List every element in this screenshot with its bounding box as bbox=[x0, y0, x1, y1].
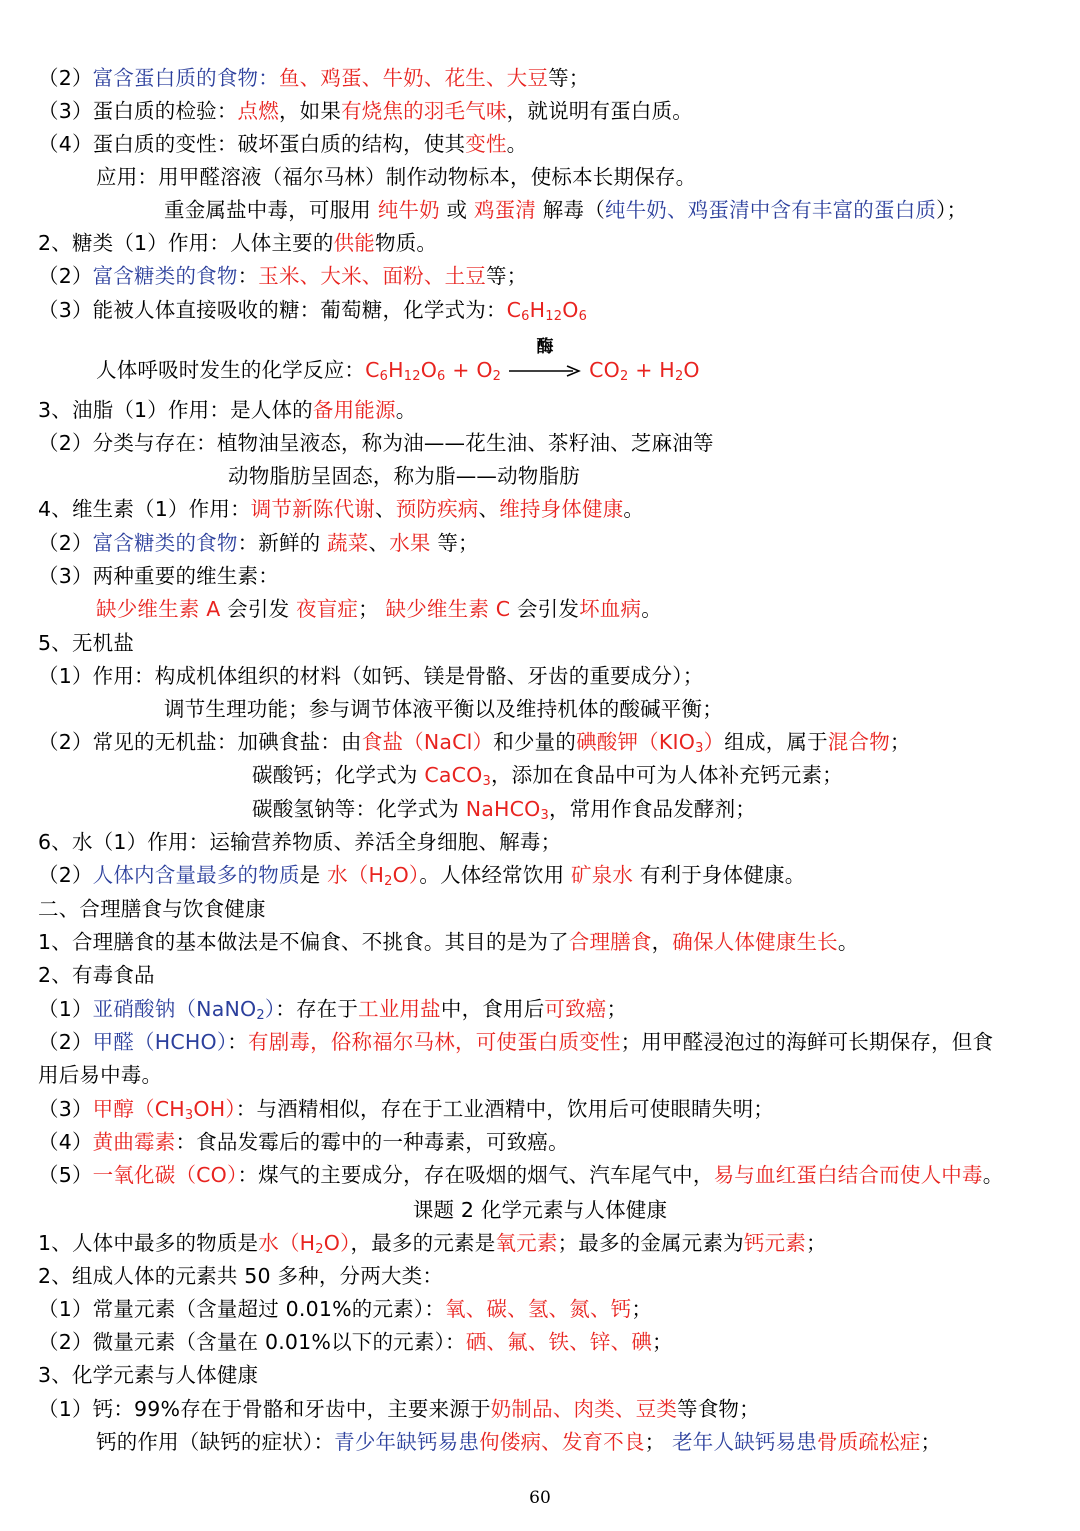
text-run: 一氧化碳（CO） bbox=[92, 1163, 238, 1187]
text-run: ；最多的金属元素为 bbox=[557, 1231, 744, 1255]
text-run: 。 bbox=[395, 398, 417, 422]
text-run: （2） bbox=[38, 863, 93, 887]
text-run: 纯牛奶 bbox=[377, 198, 440, 222]
text-run: 重金属盐中毒，可服用 bbox=[164, 198, 378, 222]
text-run: 矿泉水 bbox=[571, 863, 634, 887]
text-run: （3）两种重要的维生素： bbox=[38, 564, 279, 588]
text-run: 确保人体健康生长 bbox=[672, 930, 838, 954]
text-run: ，添加在食品中可为人体补充钙元素； bbox=[490, 763, 843, 787]
text-run: 2、糖类（1）作用：人体主要的 bbox=[38, 231, 334, 255]
text-run: （2） bbox=[38, 1030, 93, 1054]
text-run: ）； bbox=[936, 198, 968, 222]
text-run: （1）作用：构成机体组织的材料（如钙、镁是骨骼、牙齿的重要成分）； bbox=[38, 664, 704, 688]
text-line bbox=[38, 1026, 1066, 1059]
text-run: O bbox=[562, 298, 579, 322]
text-run: 奶制品、肉类、豆类 bbox=[490, 1397, 678, 1421]
text-run: 中，食用后 bbox=[440, 997, 545, 1021]
text-run: （3）蛋白质的检验： bbox=[38, 99, 238, 123]
text-run: 1、人体中最多的物质是 bbox=[38, 1231, 259, 1255]
text-run: 1、合理膳食的基本做法是不偏食、不挑食。其目的是为了 bbox=[38, 930, 569, 954]
text-run: 硒、氟、铁、锌、碘 bbox=[465, 1330, 653, 1354]
subscript: 2 bbox=[256, 1008, 265, 1023]
text-run: 水（H bbox=[258, 1231, 316, 1255]
text-run: 可致癌 bbox=[544, 997, 607, 1021]
text-run: ；用甲醛浸泡过的海鲜可长期保存，但食 bbox=[620, 1030, 994, 1054]
text-run: CO bbox=[589, 358, 621, 382]
section-title: 课题 2 化学元素与人体健康 bbox=[412, 1198, 668, 1222]
text-run: 青少年缺钙易患 bbox=[334, 1430, 480, 1454]
text-run: 氧元素 bbox=[495, 1231, 558, 1255]
text-run: 动物脂肪呈固态，称为脂——动物脂肪 bbox=[228, 464, 580, 488]
text-run: （2）微量元素（含量在 0.01%以下的元素）： bbox=[38, 1330, 466, 1354]
text-run: 应用：用甲醛溶液（福尔马林）制作动物标本，使标本长期保存。 bbox=[96, 165, 697, 189]
text-run: 亚硝酸钠（NaNO bbox=[92, 997, 257, 1021]
text-run: O） bbox=[392, 863, 420, 887]
text-run: 富含蛋白质的食物： bbox=[92, 66, 279, 90]
text-run: ，最多的元素是 bbox=[350, 1231, 496, 1255]
text-run: （2）常见的无机盐：加碘食盐：由 bbox=[38, 730, 362, 754]
text-run: 富含糖类的食物 bbox=[92, 264, 238, 288]
text-line bbox=[96, 593, 1066, 626]
text-run: 会引发 bbox=[510, 597, 580, 621]
text-run: 碳酸钙；化学式为 bbox=[252, 763, 425, 787]
text-run: 物质。 bbox=[375, 231, 438, 255]
text-run: ； bbox=[805, 1231, 827, 1255]
text-run: 有利于身体健康。 bbox=[633, 863, 806, 887]
text-run: ； bbox=[889, 730, 911, 754]
subscript: 3 bbox=[184, 1108, 194, 1123]
text-run: ， bbox=[651, 930, 673, 954]
text-line bbox=[38, 1393, 1066, 1426]
text-run: 玉米、大米、面粉、土豆 bbox=[258, 264, 486, 288]
text-run: 佝偻病、发育不良 bbox=[479, 1430, 645, 1454]
text-run: 3、化学元素与人体健康 bbox=[38, 1363, 259, 1387]
text-run: 。 bbox=[641, 597, 662, 621]
text-run: 、 bbox=[478, 497, 500, 521]
text-line bbox=[38, 95, 1066, 128]
text-run: 调节生理功能；参与调节体液平衡以及维持机体的酸碱平衡； bbox=[164, 697, 723, 721]
text-run: 5、无机盐 bbox=[38, 631, 135, 655]
text-run: ） bbox=[264, 997, 276, 1021]
text-run: 调节新陈代谢 bbox=[250, 497, 375, 521]
text-run: OH） bbox=[193, 1097, 236, 1121]
text-run: ：存在于 bbox=[275, 997, 359, 1021]
text-run: （4） bbox=[38, 1130, 93, 1154]
text-run: 解毒（ bbox=[536, 198, 605, 222]
text-line bbox=[38, 1326, 1066, 1359]
text-run: 3、油脂（1）作用：是人体的 bbox=[38, 398, 313, 422]
text-run: 坏血病 bbox=[579, 597, 642, 621]
text-line bbox=[38, 1227, 1066, 1260]
text-run: 等食物； bbox=[677, 1397, 760, 1421]
text-run: ：煤气的主要成分，存在吸烟的烟气、汽车尾气中， bbox=[237, 1163, 714, 1187]
text-run: 碳酸氢钠等：化学式为 bbox=[252, 797, 466, 821]
text-run: 钙的作用（缺钙的症状）： bbox=[96, 1430, 335, 1454]
respiration-equation bbox=[96, 337, 1066, 388]
text-line bbox=[38, 560, 1066, 593]
text-line bbox=[96, 1426, 1066, 1459]
text-run: （1） bbox=[38, 997, 93, 1021]
subscript: 2 bbox=[620, 369, 629, 384]
text-run: 。 bbox=[506, 132, 528, 156]
text-run: + H bbox=[628, 358, 675, 382]
text-line bbox=[38, 1293, 1066, 1326]
text-run: C bbox=[365, 358, 380, 382]
text-run: 夜盲症 bbox=[296, 597, 359, 621]
text-run: 、 bbox=[375, 497, 396, 521]
text-line bbox=[38, 260, 1066, 293]
text-line bbox=[38, 1159, 1066, 1192]
subscript: 6 bbox=[437, 369, 446, 384]
text-run: 。 bbox=[623, 497, 645, 521]
text-run: 合理膳食 bbox=[568, 930, 652, 954]
text-run: ：与酒精相似，存在于工业酒精中，饮用后可使眼睛失明； bbox=[235, 1097, 774, 1121]
text-run: CaCO bbox=[424, 763, 483, 787]
text-run: 维持身体健康 bbox=[499, 497, 624, 521]
text-line bbox=[164, 194, 1066, 227]
text-run: 水（H bbox=[327, 863, 385, 887]
text-line bbox=[38, 128, 1066, 161]
text-line bbox=[38, 227, 1066, 260]
text-run: ； bbox=[358, 597, 386, 621]
text-line bbox=[38, 959, 1066, 992]
text-run: 纯牛奶、鸡蛋清中含有丰富的蛋白质 bbox=[604, 198, 937, 222]
text-run: 点燃 bbox=[237, 99, 279, 123]
text-line bbox=[38, 926, 1066, 959]
text-run: （3）能被人体直接吸收的糖：葡萄糖，化学式为： bbox=[38, 298, 507, 322]
text-run: 工业用盐 bbox=[358, 997, 441, 1021]
text-run: 是 bbox=[299, 863, 328, 887]
text-run: 骨质疏松症 bbox=[817, 1430, 921, 1454]
text-line bbox=[38, 1059, 1066, 1092]
subscript: 3 bbox=[540, 808, 549, 823]
text-line bbox=[252, 759, 1066, 792]
catalyst-label: 酶 bbox=[536, 337, 554, 357]
text-run: 4、维生素（1）作用： bbox=[38, 497, 251, 521]
text-run: 人体内含量最多的物质 bbox=[92, 863, 300, 887]
text-line bbox=[38, 826, 1066, 859]
text-run: 甲醛（HCHO） bbox=[92, 1030, 228, 1054]
text-run: + O bbox=[445, 358, 493, 382]
text-run: ） bbox=[703, 730, 725, 754]
text-run: （4）蛋白质的变性：破坏蛋白质的结构，使其 bbox=[38, 132, 466, 156]
text-run: （3） bbox=[38, 1097, 93, 1121]
text-run: 有烧焦的羽毛气味 bbox=[341, 99, 507, 123]
text-run: 变性 bbox=[465, 132, 507, 156]
text-run: 缺少维生素 A bbox=[96, 597, 221, 621]
text-run: 用后易中毒。 bbox=[38, 1063, 163, 1087]
text-run: 缺少维生素 C bbox=[385, 597, 511, 621]
subscript: 2 bbox=[492, 369, 502, 384]
text-run: 混合物 bbox=[827, 730, 890, 754]
subscript: 12 bbox=[403, 369, 421, 384]
text-run: ； bbox=[644, 1430, 673, 1454]
equation-products bbox=[589, 358, 700, 382]
text-run: 、 bbox=[368, 531, 390, 555]
text-line bbox=[38, 493, 1066, 526]
subscript: 2 bbox=[384, 874, 393, 889]
text-run: 食盐（NaCl） bbox=[361, 730, 494, 754]
text-run: 。人体经常饮用 bbox=[419, 863, 571, 887]
text-run: C bbox=[506, 298, 522, 322]
text-run: ； bbox=[652, 1330, 673, 1354]
text-run: ； bbox=[606, 997, 628, 1021]
text-line bbox=[228, 460, 1066, 493]
text-run: 鱼、鸡蛋、牛奶、花生、大豆 bbox=[278, 66, 549, 90]
subscript: 2 bbox=[315, 1242, 324, 1257]
text-run: （2） bbox=[38, 531, 93, 555]
text-run: 富含糖类的食物 bbox=[92, 531, 238, 555]
text-run: （2） bbox=[38, 264, 93, 288]
text-line bbox=[38, 1260, 1066, 1293]
text-line bbox=[96, 161, 1066, 194]
text-run: ： bbox=[237, 264, 259, 288]
text-line bbox=[38, 726, 1066, 759]
text-run: ； bbox=[920, 1430, 942, 1454]
text-run: NaHCO bbox=[465, 797, 541, 821]
text-run: 二、合理膳食与饮食健康 bbox=[38, 897, 266, 921]
text-line bbox=[38, 394, 1066, 427]
text-run: （5） bbox=[38, 1163, 93, 1187]
text-run: 等； bbox=[548, 66, 590, 90]
text-run: 水果 bbox=[389, 531, 431, 555]
text-run: 有剧毒，俗称福尔马林，可使蛋白质变性 bbox=[248, 1030, 621, 1054]
text-run: 2、组成人体的元素共 50 多种，分两大类： bbox=[38, 1264, 444, 1288]
text-run: （1）钙：99%存在于骨骼和牙齿中，主要来源于 bbox=[38, 1397, 491, 1421]
text-run: 碘酸钾（KIO bbox=[576, 730, 696, 754]
subscript: 3 bbox=[482, 774, 491, 789]
reaction-arrow bbox=[509, 337, 581, 381]
text-run: 6、水（1）作用：运输营养物质、养活全身细胞、解毒； bbox=[38, 830, 562, 854]
text-run: 氧、碳、氢、氮、钙 bbox=[445, 1297, 632, 1321]
text-run: 和少量的 bbox=[493, 730, 577, 754]
page-number: 60 bbox=[529, 1488, 551, 1508]
text-run: ： bbox=[227, 1030, 248, 1054]
text-line bbox=[38, 1093, 1066, 1126]
subscript: 3 bbox=[695, 741, 704, 756]
text-run: 黄曲霉素 bbox=[92, 1130, 176, 1154]
text-run: 组成，属于 bbox=[724, 730, 828, 754]
text-run: 易与血红蛋白结合而使人中毒 bbox=[713, 1163, 983, 1187]
text-run: O bbox=[420, 358, 438, 382]
text-run: 供能 bbox=[333, 231, 375, 255]
subscript: 12 bbox=[545, 309, 563, 324]
text-line bbox=[38, 527, 1066, 560]
text-line bbox=[38, 627, 1066, 660]
text-run: 等； bbox=[485, 264, 528, 288]
text-line bbox=[38, 294, 1066, 327]
text-run: 。 bbox=[982, 1163, 1004, 1187]
text-run: 钙元素 bbox=[743, 1231, 806, 1255]
text-run: （1）常量元素（含量超过 0.01%的元素）： bbox=[38, 1297, 446, 1321]
text-run: ，常用作食品发酵剂； bbox=[548, 797, 756, 821]
text-line bbox=[38, 993, 1066, 1026]
text-run: 甲醇（CH bbox=[92, 1097, 185, 1121]
text-line bbox=[38, 427, 1066, 460]
text-line bbox=[38, 62, 1066, 95]
subscript: 2 bbox=[674, 369, 684, 384]
text-line bbox=[164, 693, 1066, 726]
text-run: （2）分类与存在：植物油呈液态，称为油——花生油、茶籽油、芝麻油等 bbox=[38, 431, 714, 455]
text-run: 老年人缺钙易患 bbox=[672, 1430, 817, 1454]
equation-reactants bbox=[365, 358, 501, 382]
text-run: 备用能源 bbox=[312, 398, 396, 422]
text-run: H bbox=[388, 358, 404, 382]
text-run: ； bbox=[631, 1297, 653, 1321]
text-run: ：食品发霉后的霉中的一种毒素，可致癌。 bbox=[175, 1130, 569, 1154]
subscript: 6 bbox=[379, 369, 389, 384]
equation-prefix: 人体呼吸时发生的化学反应： bbox=[96, 358, 366, 382]
text-run: 或 bbox=[439, 198, 474, 222]
text-line bbox=[38, 660, 1066, 693]
text-run: 预防疾病 bbox=[395, 497, 479, 521]
text-run: （2） bbox=[38, 66, 93, 90]
text-run: 会引发 bbox=[220, 597, 296, 621]
subscript: 6 bbox=[521, 309, 530, 324]
text-run: 2、有毒食品 bbox=[38, 963, 155, 987]
text-run: ：新鲜的 bbox=[237, 531, 328, 555]
text-run: O） bbox=[323, 1231, 351, 1255]
text-run: ，如果 bbox=[278, 99, 342, 123]
text-run: 鸡蛋清 bbox=[473, 198, 537, 222]
text-run: 蔬菜 bbox=[327, 531, 369, 555]
text-line bbox=[252, 793, 1066, 826]
arrow-icon bbox=[509, 365, 581, 377]
text-line bbox=[38, 893, 1066, 926]
text-run: O bbox=[683, 358, 700, 382]
subscript: 6 bbox=[578, 309, 588, 324]
text-line bbox=[38, 859, 1066, 892]
text-line bbox=[38, 1359, 1066, 1392]
text-line bbox=[38, 1126, 1066, 1159]
text-run: 等； bbox=[430, 531, 479, 555]
text-run: 。 bbox=[837, 930, 859, 954]
text-run: H bbox=[529, 298, 546, 322]
text-run: ，就说明有蛋白质。 bbox=[506, 99, 693, 123]
